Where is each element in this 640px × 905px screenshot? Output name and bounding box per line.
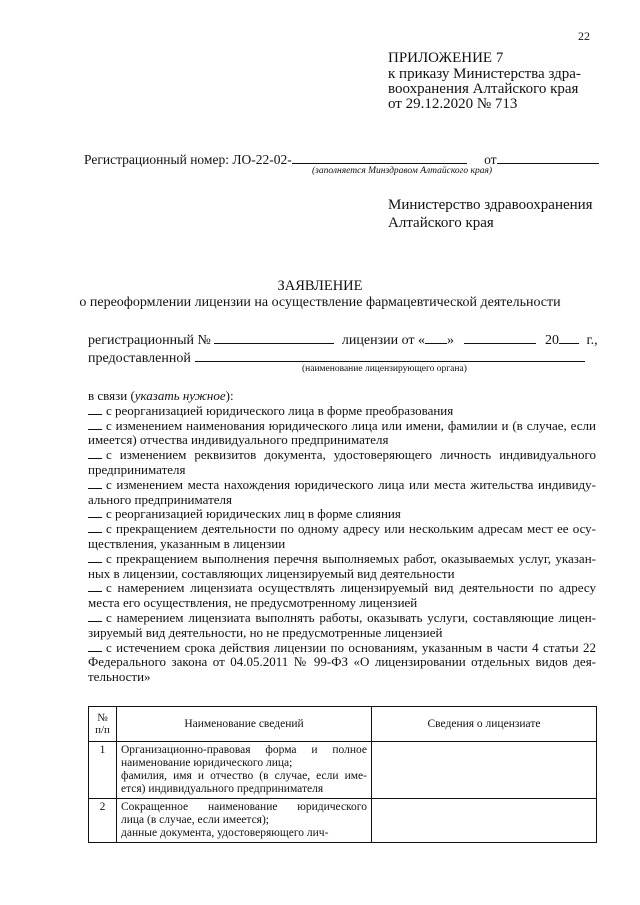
reasons-list xyxy=(88,389,596,685)
page-number: 22 xyxy=(578,29,590,43)
appendix-title: ПРИЛОЖЕНИЕ 7 xyxy=(388,50,504,66)
reason-line: места его осуществления, не предусмотренному лицензией xyxy=(88,595,418,611)
registration-from-label: от xyxy=(484,152,497,167)
appendix-line: воохранения Алтайского края xyxy=(388,81,579,97)
table-header-value: Сведения о лицензиате xyxy=(372,707,597,742)
table-header-number: № п/п xyxy=(89,707,117,742)
reason-checkbox-blank[interactable] xyxy=(88,404,102,415)
reason-item xyxy=(88,478,596,508)
row-field-name: Сокращенное наименование юридического лица (в случае, если имеется); данные документа, удостоверяющего лич- xyxy=(117,799,372,843)
document-title: ЗАЯВЛЕНИЕ xyxy=(277,278,363,294)
reason-line: ных в лицензии, составляющих лицензируемый вид деятельности xyxy=(88,565,455,581)
reason-line: с намерением лицензиата выполнять работы, оказывать услуги, составляющие лицен- xyxy=(88,611,596,626)
license-year-field[interactable] xyxy=(559,330,579,344)
reason-item xyxy=(88,419,596,449)
reason-checkbox-blank[interactable] xyxy=(88,641,102,652)
reg-number-label: регистрационный № xyxy=(88,333,211,348)
registration-note: (заполняется Минздравом Алтайского края) xyxy=(312,166,493,176)
quote-close: » xyxy=(447,333,455,348)
reason-line: с изменением реквизитов документа, удостоверяющего личность индивидуального xyxy=(88,448,596,463)
row-field-name: Организационно-правовая форма и полное наименование юридического лица; фамилия, имя и отчество (в случае, если име- ется) индивидуального предпринимателя xyxy=(117,742,372,799)
reason-line: с истечением срока действия лицензии по основаниям, указанным в части 4 статьи 22 xyxy=(88,641,596,656)
reason-line: Федерального закона от 04.05.2011 № 99-ФЗ «О лицензировании отдельных видов дея- xyxy=(88,654,596,670)
reason-item xyxy=(88,581,596,611)
row-field-value[interactable] xyxy=(372,799,597,843)
reason-item xyxy=(88,611,596,641)
reason-checkbox-blank[interactable] xyxy=(88,419,102,430)
licensee-info-table xyxy=(88,706,597,843)
reason-checkbox-blank[interactable] xyxy=(88,552,102,563)
reason-line: с изменением наименования юридического лица или имени, фамилии и (в случае, если xyxy=(88,419,596,434)
year-prefix: 20 xyxy=(545,333,560,348)
provided-note: (наименование лицензирующего органа) xyxy=(302,364,467,374)
license-reg-line xyxy=(88,330,598,349)
reason-line: с намерением лицензиата осуществлять лицензируемый вид деятельности по адресу xyxy=(88,581,596,596)
reason-checkbox-blank[interactable] xyxy=(88,448,102,459)
reason-line: ществления, указанным в лицензии xyxy=(88,535,286,551)
reason-item xyxy=(88,522,596,552)
registration-label: Регистрационный номер: ЛО-22-02- xyxy=(84,152,292,167)
reason-line: имеется) отчества индивидуального предпринимателя xyxy=(88,432,389,448)
appendix-line: к приказу Министерства здра- xyxy=(388,66,581,82)
reason-line: с реорганизацией юридического лица в форме преобразования xyxy=(88,404,596,419)
reason-item xyxy=(88,552,596,582)
year-suffix: г., xyxy=(586,333,598,348)
reasons-intro: в связи (указать нужное): xyxy=(88,388,234,403)
reason-line: тельности» xyxy=(88,669,151,685)
reason-line: с изменением места нахождения юридического лица или места жительства индивиду- xyxy=(88,478,596,493)
row-number: 2 xyxy=(89,799,117,843)
license-day-field[interactable] xyxy=(425,330,447,344)
reason-line: с прекращением выполнения перечня выполняемых работ, оказываемых услуг, указан- xyxy=(88,552,596,567)
license-month-field[interactable] xyxy=(464,330,536,344)
reason-checkbox-blank[interactable] xyxy=(88,507,102,518)
reason-line: с реорганизацией юридических лиц в форме слияния xyxy=(88,507,596,522)
reason-item xyxy=(88,448,596,478)
reason-item xyxy=(88,507,596,522)
addressee-line: Алтайского края xyxy=(388,215,494,231)
reason-line: с прекращением деятельности по одному адресу или нескольким адресам мест ее осу- xyxy=(88,522,596,537)
table-row xyxy=(89,742,597,799)
table-header-name: Наименование сведений xyxy=(117,707,372,742)
licensing-authority-field[interactable] xyxy=(195,348,585,362)
reason-item xyxy=(88,641,596,685)
reason-line: ального предпринимателя xyxy=(88,491,233,507)
reason-checkbox-blank[interactable] xyxy=(88,581,102,592)
table-row xyxy=(89,799,597,843)
reason-line: предпринимателя xyxy=(88,461,186,477)
reason-checkbox-blank[interactable] xyxy=(88,611,102,622)
addressee-line: Министерство здравоохранения xyxy=(388,197,593,213)
document-subtitle: о переоформлении лицензии на осуществление фармацевтической деятельности xyxy=(79,295,561,310)
registration-date-field[interactable] xyxy=(497,150,599,164)
reason-item xyxy=(88,404,596,419)
reason-checkbox-blank[interactable] xyxy=(88,478,102,489)
row-field-value[interactable] xyxy=(372,742,597,799)
table-header-row xyxy=(89,707,597,742)
license-from-label: лицензии от « xyxy=(341,333,426,348)
row-number: 1 xyxy=(89,742,117,799)
appendix-line: от 29.12.2020 № 713 xyxy=(388,96,518,112)
registration-number-field[interactable] xyxy=(292,150,467,164)
reason-line: зируемый вид деятельности, но не предусмотренные лицензией xyxy=(88,624,443,640)
provided-label: предоставленной xyxy=(88,351,191,366)
reg-number-field[interactable] xyxy=(214,330,334,344)
reason-checkbox-blank[interactable] xyxy=(88,522,102,533)
